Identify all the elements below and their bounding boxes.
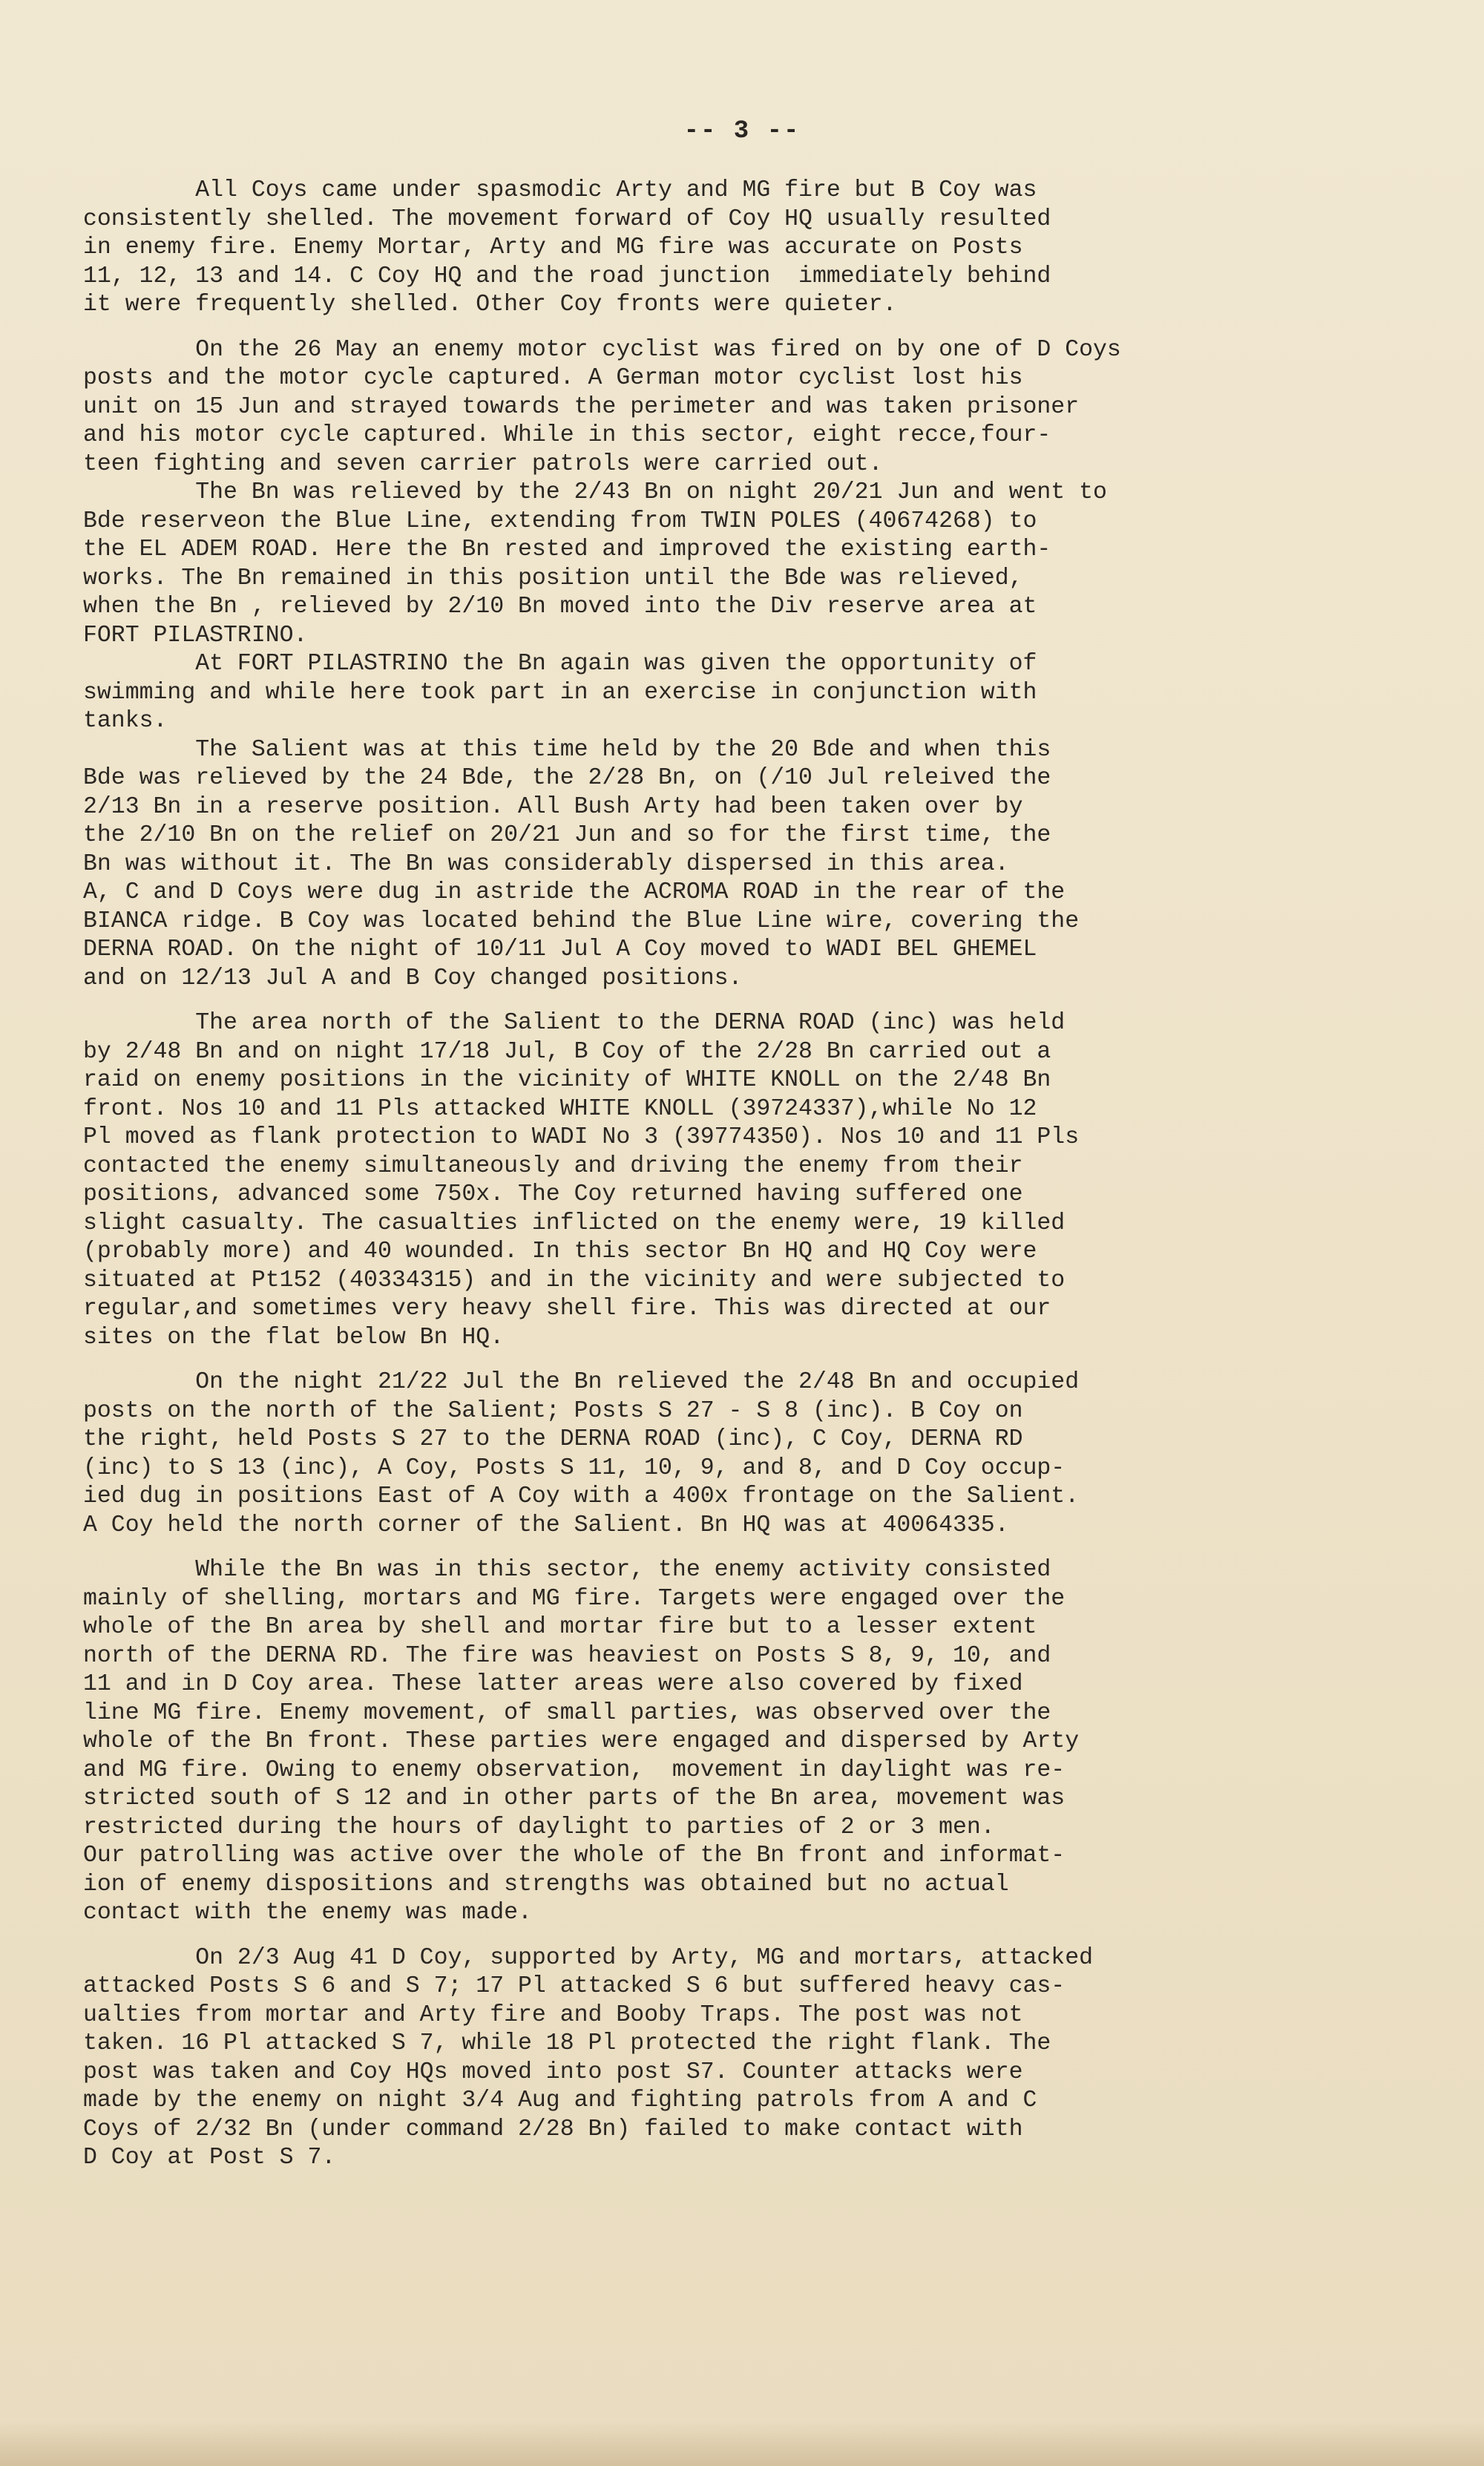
page-edge-shadow [0,2421,1484,2466]
paragraph-4: At FORT PILASTRINO the Bn again was given the opportunity of swimming and while here took part in an exercise in conjunction with tanks. [83,651,1037,734]
paragraph-9: On 2/3 Aug 41 D Coy, supported by Arty, MG and mortars, attacked attacked Posts S 6 and S 7; 17 Pl attacked S 6 but suffered heavy cas- ualties from mortar and Arty fire and Booby Traps. The post was not taken. 16 Pl attacked S 7, while 18 Pl protected the right flank. The post was taken and Coy HQs moved into post S7. Counter attacks were made by the enemy on night 3/4 Aug and fighting patrols from A and C Coys of 2/32 Bn (under command 2/28 Bn) failed to make contact with D Coy at Post S 7. [83,1944,1094,2171]
paragraph-8: While the Bn was in this sector, the enemy activity consisted mainly of shelling, mortars and MG fire. Targets were engaged over the whole of the Bn area by shell and mortar fire but to a lesser extent north of the DERNA RD. The fire was heaviest on Posts S 8, 9, 10, and 11 and in D Coy area. These latter areas were also covered by fixed line MG fire. Enemy movement, of small parties, was observed over the whole of the Bn front. These parties were engaged and dispersed by Arty and MG fire. Owing to enemy observation, movement in daylight was re- stricted south of S 12 and in other parts of the Bn area, movement was restricted during the hours of daylight to parties of 2 or 3 men. Our patrolling was active over the whole of the Bn front and informat- ion of enemy dispositions and strengths was obtained but no actual contact with the enemy was made. [83,1557,1080,1926]
page-number: -- 3 -- [683,117,801,145]
paragraph-2: On the 26 May an enemy motor cyclist was fired on by one of D Coys posts and the motor cycle captured. A German motor cyclist lost his unit on 15 Jun and strayed towards the perimeter and was taken prisoner and his motor cycle captured. While in this sector, eight recce,four- teen fighting and seven carrier patrols were carried out. [83,336,1121,477]
paragraph-6: The area north of the Salient to the DERNA ROAD (inc) was held by 2/48 Bn and on night 17/18 Jul, B Coy of the 2/28 Bn carried out a raid on enemy positions in the vicinity of WHITE KNOLL on the 2/48 Bn front. Nos 10 and 11 Pls attacked WHITE KNOLL (39724337),while No 12 Pl moved as flank protection to WADI No 3 (39774350). Nos 10 and 11 Pls contacted the enemy simultaneously and driving the enemy from their positions, advanced some 750x. The Coy returned having suffered one slight casualty. The casualties inflicted on the enemy were, 19 killed (probably more) and 40 wounded. In this sector Bn HQ and HQ Coy were situated at Pt152 (40334315) and in the vicinity and were subjected to regular,and sometimes very heavy shell fire. This was directed at our sites on the flat below Bn HQ. [83,1010,1080,1351]
paragraph-3: The Bn was relieved by the 2/43 Bn on night 20/21 Jun and went to Bde reserveon the Blue Line, extending from TWIN POLES (40674268) to the EL ADEM ROAD. Here the Bn rested and improved the existing earth- works. The Bn remained in this position until the Bde was relieved, when the Bn , relieved by 2/10 Bn moved into the Div reserve area at FORT PILASTRINO. [83,479,1107,649]
document-body [83,177,1411,2173]
paragraph-5: The Salient was at this time held by the 20 Bde and when this Bde was relieved by the 24 Bde, the 2/28 Bn, on (/10 Jul releived the 2/13 Bn in a reserve position. All Bush Arty had been taken over by the 2/10 Bn on the relief on 20/21 Jun and so for the first time, the Bn was without it. The Bn was considerably dispersed in this area. A, C and D Coys were dug in astride the ACROMA ROAD in the rear of the BIANCA ridge. B Coy was located behind the Blue Line wire, covering the DERNA ROAD. On the night of 10/11 Jul A Coy moved to WADI BEL GHEMEL and on 12/13 Jul A and B Coy changed positions. [83,736,1080,991]
paragraph-1: All Coys came under spasmodic Arty and MG fire but B Coy was consistently shelled. The movement forward of Coy HQ usually resulted in enemy fire. Enemy Mortar, Arty and MG fire was accurate on Posts 11, 12, 13 and 14. C Coy HQ and the road junction immediately behind it were frequently shelled. Other Coy fronts were quieter. [83,177,1051,318]
paragraph-7: On the night 21/22 Jul the Bn relieved the 2/48 Bn and occupied posts on the north of the Salient; Posts S 27 - S 8 (inc). B Coy on the right, held Posts S 27 to the DERNA ROAD (inc), C Coy, DERNA RD (inc) to S 13 (inc), A Coy, Posts S 11, 10, 9, and 8, and D Coy occup- ied dug in positions East of A Coy with a 400x frontage on the Salient. A Coy held the north corner of the Salient. Bn HQ was at 40064335. [83,1369,1080,1538]
